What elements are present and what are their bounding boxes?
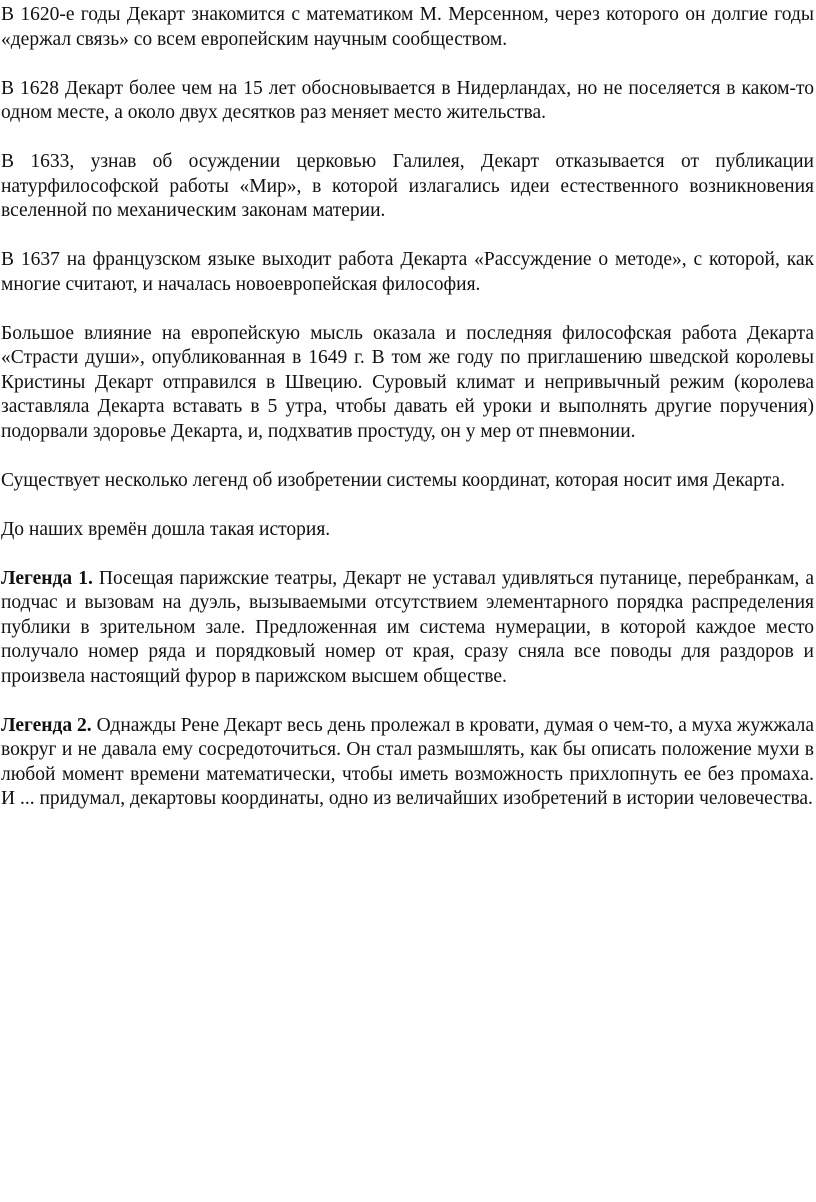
legend-1-paragraph [1, 567, 814, 690]
legend-1-title: Легенда 1. [1, 567, 93, 589]
legend-2-title: Легенда 2. [1, 714, 92, 736]
paragraph-discourse-on-method: В 1637 на французском языке выходит работа Декарта «Рассуждение о методе», с которой, как многие считают, и началась новоевропейская философия. [1, 249, 814, 295]
paragraph-netherlands: В 1628 Декарт более чем на 15 лет обосновывается в Нидерландах, но не поселяется в каком-то одном месте, а около двух десятков раз меняет место жительства. [1, 77, 814, 123]
paragraph-story-intro: До наших времён дошла такая история. [1, 518, 331, 540]
paragraph-mersenne: В 1620-е годы Декарт знакомится с математиком М. Мерсенном, через которого он долгие годы «держал связь» со всем европейским научным сообществом. [1, 4, 814, 50]
paragraph-galileo: В 1633, узнав об осуждении церковью Галилея, Декарт отказывается от публикации натурфилософской работы «Мир», в которой излагались идеи естественного возникновения вселенной по механическим законам материи. [1, 151, 814, 221]
legend-1-text: Посещая парижские театры, Декарт не уставал удивляться путанице, перебранкам, а подчас и вызовам на дуэль, вызываемыми отсутствием элементарного порядка распределения публики в зрительном зале. Предложенная им система нумерации, в которой каждое место получало номер ряда и порядковый номер от края, сразу сняла все поводы для раздоров и произвела настоящий фурор в парижском высшем обществе. [1, 567, 814, 687]
paragraph-legends-intro: Существует несколько легенд об изобретении системы координат, которая носит имя Декарта. [1, 469, 785, 491]
legend-2-paragraph [1, 714, 814, 812]
paragraph-passions-of-soul: Большое влияние на европейскую мысль оказала и последняя философская работа Декарта «Страсти души», опубликованная в 1649 г. В том же году по приглашению шведской королевы Кристины Декарт отправился в Швецию. Суровый климат и непривычный режим (королева заставляла Декарта вставать в 5 утра, чтобы давать ей уроки и выполнять другие поручения) подорвали здоровье Декарта, и, подхватив простуду, он у мер от пневмонии. [1, 322, 814, 442]
legend-2-text: Однажды Рене Декарт весь день пролежал в кровати, думая о чем-то, а муха жужжала вокруг и не давала ему сосредоточиться. Он стал размышлять, как бы описать положение мухи в любой момент времени математически, чтобы иметь возможность прихлопнуть ее без промаха. И ... придумал, декартовы координаты, одно из величайших изобретений в истории человечества. [1, 714, 815, 809]
